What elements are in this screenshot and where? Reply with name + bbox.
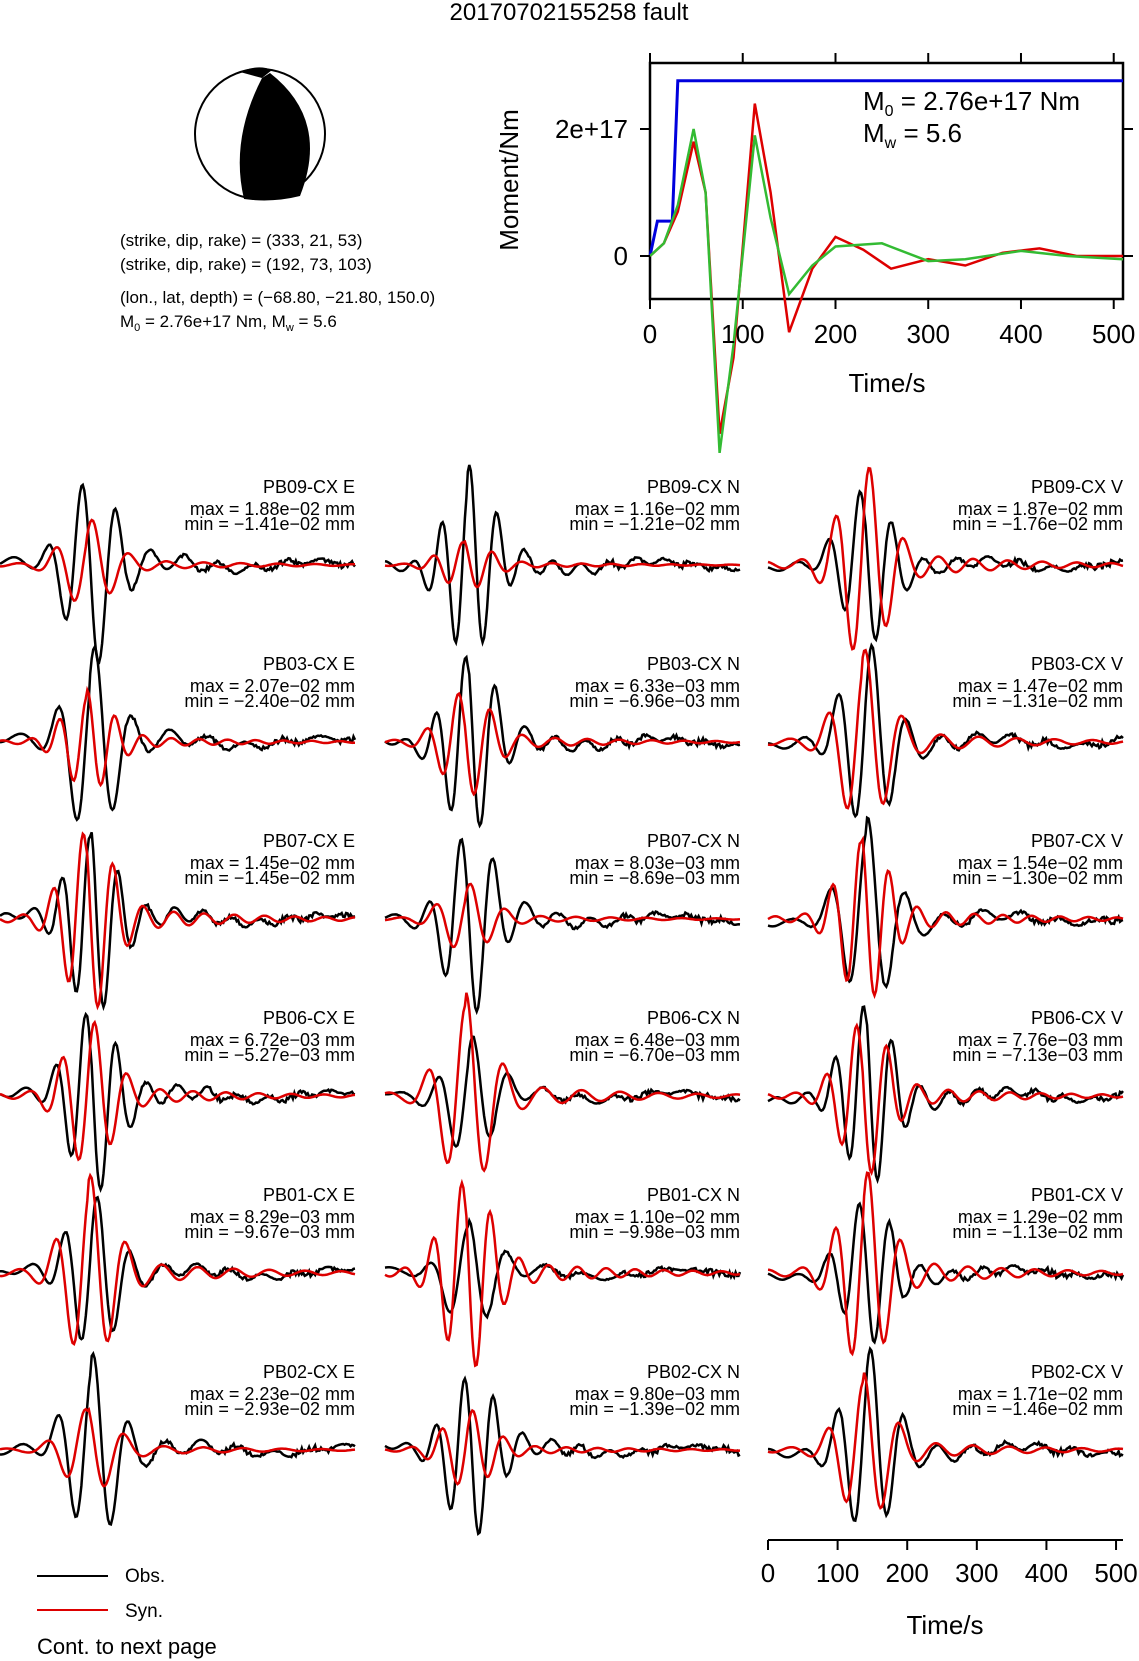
moment-m0-annotation: $M_0 = 2.76e+17$ Nm [863,86,1081,120]
nodal-plane-1: (strike, dip, rake) = (333, 21, 53) [120,231,363,250]
trace-min-label: min = −9.98e−03 mm [569,1222,740,1242]
trace-min-label: min = −9.67e−03 mm [184,1222,355,1242]
moment-x-tick-label: 400 [999,319,1043,349]
trace-max-label: max = 2.07e−02 mm [189,676,355,696]
waveform-time-axis [761,1540,1138,1588]
page-title: 20170702155258 fault [449,0,689,26]
waveform-x-tick-label: 0 [760,1558,776,1588]
trace-panel [768,1007,1123,1180]
trace-min-label: min = −1.30e−02 mm [952,868,1123,888]
trace-panel [385,831,740,1012]
trace-station-label: PB01-CX N [646,1185,740,1205]
waveform-x-tick-label: 100 [815,1558,860,1588]
trace-min-label: min = −2.93e−02 mm [184,1399,355,1419]
trace-max-label: max = 8.03e−03 mm [574,853,740,873]
trace-min-label: min = −2.40e−02 mm [184,691,355,711]
trace-station-label: PB07-CX N [646,831,740,851]
trace-max-label: max = 1.87e−02 mm [957,499,1123,519]
trace-min-label: min = −1.45e−02 mm [184,868,355,888]
trace-max-label: max = 1.88e−02 mm [189,499,355,519]
waveform-x-label: Time/s [906,1610,984,1640]
trace-panel [768,1173,1123,1354]
trace-station-label: PB07-CX E [262,831,355,851]
trace-station-label: PB09-CX V [1030,477,1123,497]
nodal-plane-2: (strike, dip, rake) = (192, 73, 103) [120,255,372,274]
moment-y-tick-label: 2e+17 [554,114,628,144]
continuation-note: Cont. to next page [37,1634,217,1659]
trace-max-label: max = 6.72e−03 mm [189,1030,355,1050]
moment-x-tick-label: 500 [1092,319,1136,349]
waveform-x-tick-label: 500 [1094,1558,1138,1588]
legend [37,1566,217,1659]
trace-min-label: min = −1.31e−02 mm [952,691,1123,711]
focal-mechanism-beachball [195,67,325,200]
hypocenter-location: (lon., lat, depth) = (−68.80, −21.80, 150.0) [120,288,436,307]
trace-min-label: min = −6.96e−03 mm [569,691,740,711]
trace-min-label: min = −1.13e−02 mm [952,1222,1123,1242]
trace-station-label: PB06-CX N [646,1008,740,1028]
waveform-x-tick-label: 300 [955,1558,999,1588]
trace-max-label: max = 1.10e−02 mm [574,1207,740,1227]
trace-max-label: max = 1.54e−02 mm [957,853,1123,873]
trace-min-label: min = −8.69e−03 mm [569,868,740,888]
trace-min-label: min = −1.46e−02 mm [952,1399,1123,1419]
moment-x-label: Time/s [848,368,926,398]
moment-magnitude-line: $M_0 = 2.76e+17$ Nm, $M_w = 5.6$ [120,312,337,334]
waveform-x-tick-label: 400 [1024,1558,1069,1588]
moment-y-axis [555,114,1133,271]
trace-panel [0,831,355,1007]
trace-max-label: max = 6.33e−03 mm [574,676,740,696]
trace-max-label: max = 6.48e−03 mm [574,1030,740,1050]
trace-station-label: PB01-CX V [1030,1185,1123,1205]
trace-max-label: max = 8.29e−03 mm [189,1207,355,1227]
trace-max-label: max = 7.76e−03 mm [957,1030,1123,1050]
trace-max-label: max = 1.45e−02 mm [189,853,355,873]
moment-y-label: Moment/Nm [494,109,524,251]
trace-max-label: max = 1.29e−02 mm [957,1207,1123,1227]
trace-panel [0,647,355,820]
legend-obs-label: Obs. [125,1566,166,1587]
trace-station-label: PB09-CX N [646,477,740,497]
trace-station-label: PB06-CX V [1030,1008,1123,1028]
trace-min-label: min = −6.70e−03 mm [569,1045,740,1065]
moment-x-tick-label: 200 [813,319,858,349]
trace-station-label: PB03-CX E [262,654,355,674]
trace-station-label: PB03-CX N [646,654,740,674]
moment-x-tick-label: 100 [721,319,765,349]
trace-panel [768,818,1123,996]
trace-station-label: PB03-CX V [1030,654,1123,674]
trace-station-label: PB09-CX E [262,477,355,497]
trace-panel [768,645,1123,816]
trace-panel [0,1176,355,1345]
trace-panel [768,468,1123,649]
trace-min-label: min = −5.27e−03 mm [184,1045,355,1065]
moment-series-2 [650,129,1123,453]
trace-max-label: max = 1.71e−02 mm [957,1384,1123,1404]
moment-function-chart [494,53,1135,453]
trace-max-label: max = 1.47e−02 mm [957,676,1123,696]
trace-panel [385,1362,740,1534]
trace-station-label: PB01-CX E [262,1185,355,1205]
source-info [120,231,435,334]
trace-min-label: min = −7.13e−03 mm [952,1045,1123,1065]
trace-panel [385,993,740,1171]
trace-min-label: min = −1.21e−02 mm [569,514,740,534]
trace-panel [385,1183,740,1366]
waveform-x-tick-label: 200 [885,1558,929,1588]
moment-x-tick-label: 300 [906,319,950,349]
trace-panel [0,1354,355,1525]
moment-x-tick-label: 0 [642,319,658,349]
trace-min-label: min = −1.39e−02 mm [569,1399,740,1419]
moment-mw-annotation: $M_w = 5.6$ [863,118,963,152]
trace-station-label: PB02-CX V [1030,1362,1123,1382]
trace-panel [0,477,355,662]
trace-panel [385,465,740,643]
trace-panel [385,654,740,826]
trace-max-label: max = 9.80e−03 mm [574,1384,740,1404]
waveform-grid [0,465,1123,1534]
trace-min-label: min = −1.41e−02 mm [184,514,355,534]
trace-max-label: max = 2.23e−02 mm [189,1384,355,1404]
trace-station-label: PB07-CX V [1030,831,1123,851]
trace-panel [768,1349,1123,1521]
trace-station-label: PB02-CX N [646,1362,740,1382]
moment-y-tick-label: 0 [613,241,628,271]
trace-station-label: PB02-CX E [262,1362,355,1382]
trace-min-label: min = −1.76e−02 mm [952,514,1123,534]
trace-panel [0,1008,355,1189]
legend-syn-label: Syn. [125,1601,164,1622]
trace-max-label: max = 1.16e−02 mm [574,499,740,519]
trace-station-label: PB06-CX E [262,1008,355,1028]
